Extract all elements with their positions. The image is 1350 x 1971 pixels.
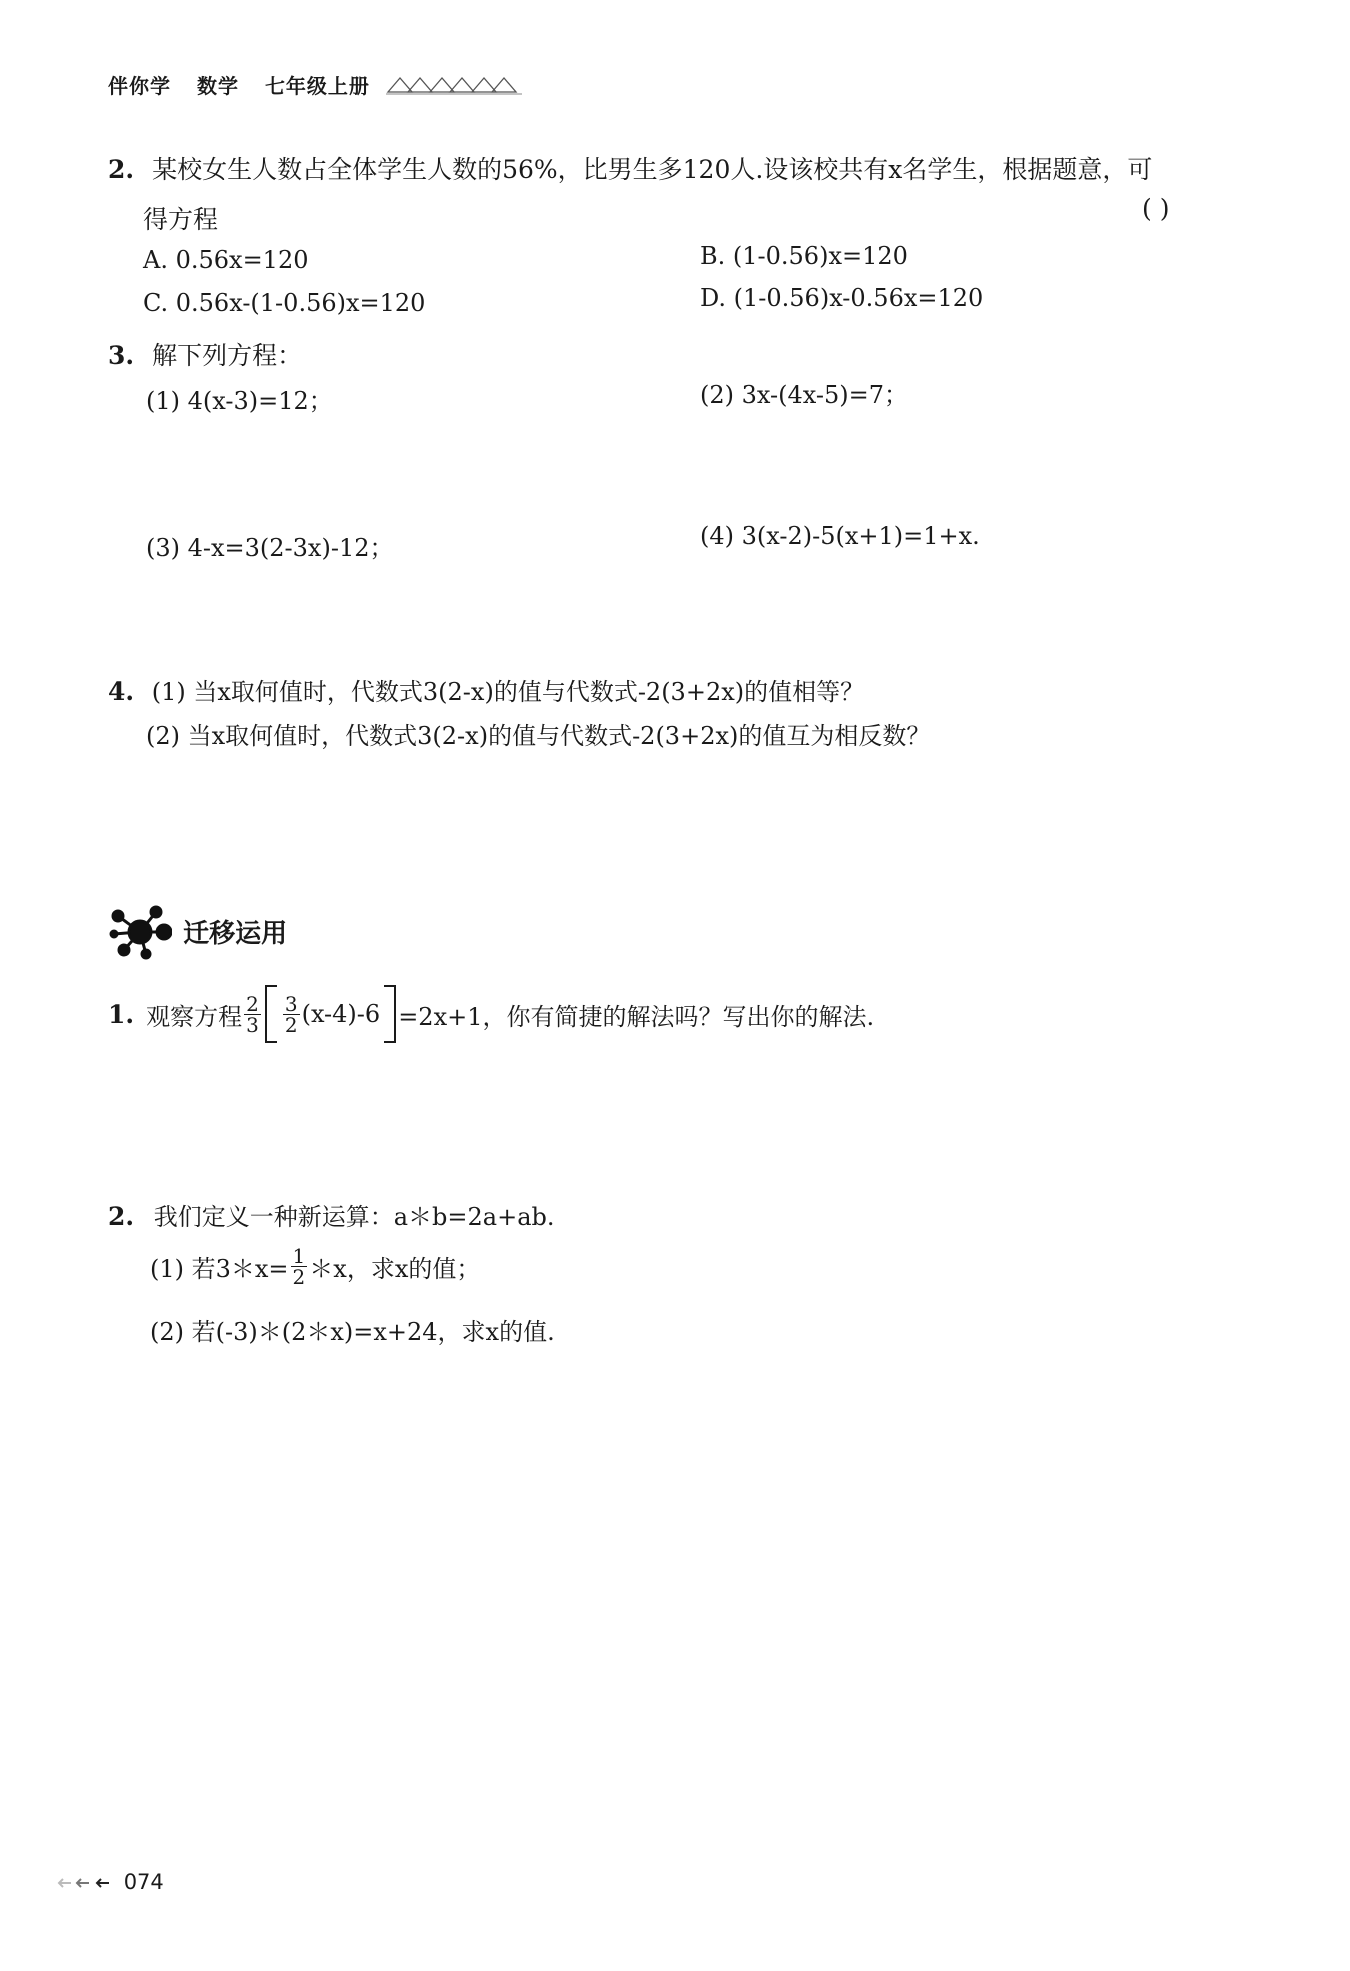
t1-row	[108, 985, 874, 1043]
t2-part1-prefix: (1) 若3＊x=	[150, 1255, 289, 1283]
left-bracket	[265, 985, 277, 1043]
q3-item-3: (3) 4-x=3(2-3x)-12；	[146, 534, 394, 562]
section-title: 迁移运用	[183, 918, 288, 949]
q3-item-2: (2) 3x-(4x-5)=7；	[700, 381, 908, 409]
t1-number: 1.	[108, 999, 135, 1029]
answer-bracket: ( )	[1142, 194, 1170, 223]
option-b: B. (1-0.56)x=120	[700, 242, 908, 270]
option-c: C. 0.56x-(1-0.56)x=120	[143, 289, 426, 317]
q4-line1-row	[108, 672, 864, 707]
q3-number: 3.	[108, 341, 135, 370]
section-heading	[108, 902, 287, 960]
t2-part2: (2) 若(-3)＊(2＊x)=x+24，求x的值.	[150, 1318, 555, 1346]
option-a: A. 0.56x=120	[143, 246, 309, 274]
q3-title: 解下列方程：	[152, 341, 303, 370]
half-denominator: 2	[292, 1265, 306, 1289]
q2-number: 2.	[108, 155, 135, 184]
right-bracket	[384, 985, 396, 1043]
q2-line1	[108, 150, 1152, 186]
subject-name: 数学	[196, 74, 239, 98]
t1-suffix: =2x+1，你有简捷的解法吗？写出你的解法.	[398, 1002, 875, 1031]
outer-numerator: 2	[246, 991, 259, 1016]
page-number: 074	[123, 1870, 164, 1894]
inner-denominator: 2	[284, 1012, 298, 1037]
grade-name: 七年级上册	[264, 74, 370, 98]
half-fraction	[291, 1246, 308, 1287]
molecule-icon	[108, 902, 172, 960]
q3-title-line	[108, 336, 302, 372]
t2-part1-suffix: ＊x，求x的值；	[309, 1255, 481, 1283]
triangle-rating-icon	[386, 74, 526, 96]
q3-item-1: (1) 4(x-3)=12；	[146, 387, 333, 415]
inner-numerator: 3	[284, 991, 298, 1016]
t2-part1	[150, 1246, 480, 1287]
t2-title: 我们定义一种新运算：a＊b=2a+ab.	[153, 1203, 555, 1231]
option-d: D. (1-0.56)x-0.56x=120	[700, 284, 984, 312]
t2-title-row	[108, 1197, 555, 1232]
q4-line2: (2) 当x取何值时，代数式3(2-x)的值与代数式-2(3+2x)的值互为相反数？	[146, 722, 931, 750]
q4-line1: (1) 当x取何值时，代数式3(2-x)的值与代数式-2(3+2x)的值相等？	[151, 678, 865, 706]
page-header	[108, 70, 526, 99]
half-numerator: 1	[292, 1244, 306, 1268]
book-name: 伴你学	[108, 74, 171, 98]
t2-number: 2.	[108, 1202, 135, 1231]
page-footer	[57, 1870, 164, 1894]
q4-number: 4.	[108, 677, 135, 706]
q2-line2: 得方程	[143, 205, 219, 234]
outer-fraction	[244, 991, 261, 1037]
outer-denominator: 3	[246, 1012, 259, 1037]
t1-prefix: 观察方程	[146, 1002, 243, 1031]
arrow-decoration-icon	[57, 1876, 117, 1890]
t1-inner-expr: (x-4)-6	[301, 1000, 381, 1028]
q3-item-4: (4) 3(x-2)-5(x+1)=1+x.	[700, 522, 980, 550]
q2-stem: 某校女生人数占全体学生人数的56%，比男生多120人.设该校共有x名学生，根据题意，可	[152, 155, 1153, 184]
inner-fraction	[283, 991, 300, 1037]
